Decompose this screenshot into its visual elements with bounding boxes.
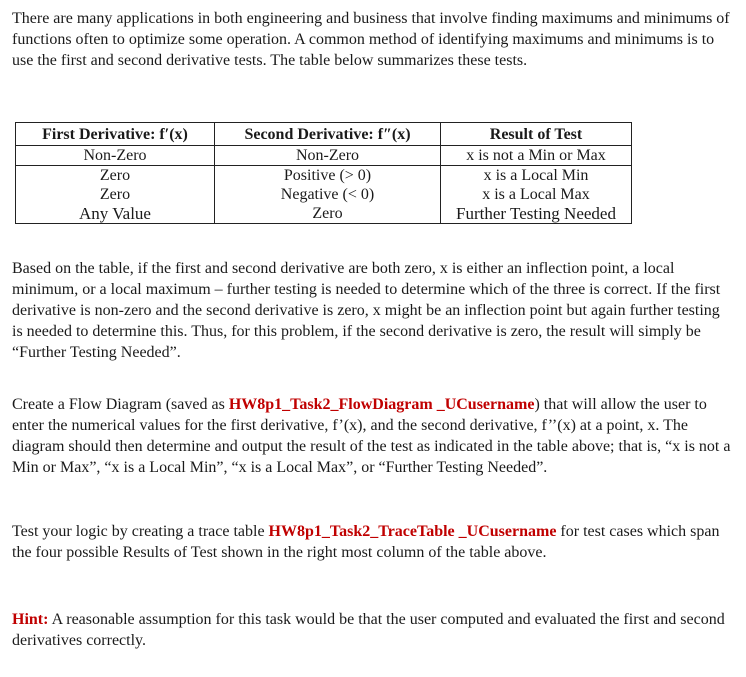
text-segment: ) that will allow the user to enter the numerical values for the first derivative, f’(x), and the second derivative, f’’(x) at a point, x. The diagram should then determine and output the result of the test as indicated in the table above; that is, “x is not a Min or Max”, “x is a Local Min”, “x is a Local Max”, or “Further Testing Needed”. (12, 396, 731, 476)
hint-label: Hint: (12, 611, 49, 628)
text-segment: Test your logic by creating a trace table (12, 523, 269, 540)
trace-table-filename: HW8p1_Task2_TraceTable _UCusername (268, 523, 557, 540)
table-row (16, 146, 632, 166)
explanation-paragraph: Based on the table, if the first and second derivative are both zero, x is either an inflection point, a local minimum, or a local maximum – further testing is needed to determine which of the three is correct. If the first derivative is non-zero and the second derivative is zero, x might be an inflection point but again further testing is needed to determine this. Thus, for this problem, if the second derivative is zero, the result will simply be “Further Testing Needed”. (12, 260, 721, 361)
hint-paragraph (12, 609, 732, 651)
derivative-test-table (15, 122, 632, 224)
table-row (16, 204, 632, 224)
text-segment: Create a Flow Diagram (saved as (12, 396, 229, 413)
table-cell: Positive (> 0) (215, 166, 441, 186)
table-row (16, 166, 632, 186)
table-cell: x is a Local Max (441, 185, 632, 204)
table-row (16, 185, 632, 204)
table-cell: Zero (16, 185, 215, 204)
flow-diagram-paragraph (12, 394, 732, 478)
hint-text: A reasonable assumption for this task would be that the user computed and evaluated the first and second derivatives correctly. (12, 611, 725, 649)
table-cell: x is not a Min or Max (441, 146, 632, 166)
table-cell: Negative (< 0) (215, 185, 441, 204)
header-first-derivative: First Derivative: f′(x) (16, 123, 215, 146)
table-cell: Non-Zero (16, 146, 215, 166)
intro-paragraph: There are many applications in both engineering and business that involve finding maximums and minimums of functions often to optimize some operation. A common method of identifying maximums and minimums is to use the first and second derivative tests. The table below summarizes these tests. (12, 10, 730, 69)
header-result: Result of Test (441, 123, 632, 146)
trace-table-paragraph (12, 521, 732, 563)
table-cell: Non-Zero (215, 146, 441, 166)
table-cell: Further Testing Needed (441, 204, 632, 224)
table-header-row (16, 123, 632, 146)
table-cell: Zero (16, 166, 215, 186)
text-segment: for test cases which span the four possible Results of Test shown in the right most column of the table above. (12, 523, 720, 561)
table-cell: Any Value (16, 204, 215, 224)
table-cell: Zero (215, 204, 441, 224)
flow-diagram-filename: HW8p1_Task2_FlowDiagram _UCusername (228, 396, 535, 413)
table-cell: x is a Local Min (441, 166, 632, 186)
header-second-derivative: Second Derivative: f″(x) (215, 123, 441, 146)
